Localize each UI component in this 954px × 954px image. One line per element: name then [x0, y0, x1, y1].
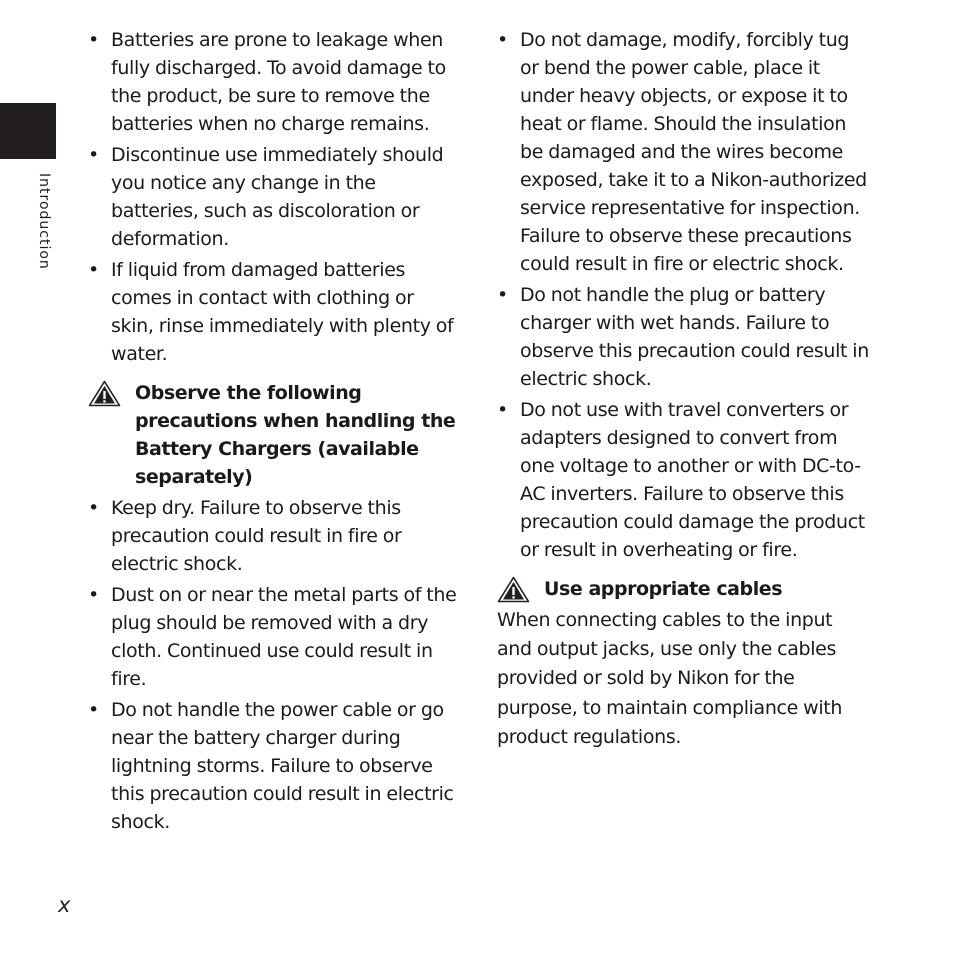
section-label: Introduction [36, 173, 52, 270]
list-item-text: Do not handle the plug or battery charger with wet hands. Failure to observe this precaution could result in electric shock. [520, 284, 869, 390]
bullet-icon: • [88, 497, 99, 519]
cables-warning-heading [497, 575, 871, 603]
charger-precautions-list [88, 494, 458, 836]
list-item-text: Keep dry. Failure to observe this precaution could result in fire or electric shock. [111, 497, 402, 575]
warning-heading-text: Use appropriate cables [544, 578, 783, 600]
bullet-icon: • [88, 584, 99, 606]
bullet-icon: • [497, 29, 508, 51]
section-tab-marker [0, 103, 56, 159]
battery-precautions-list [88, 26, 458, 368]
list-item [497, 26, 871, 278]
charger-warning-heading [88, 379, 458, 491]
list-item-text: Do not use with travel converters or adapters designed to convert from one voltage to another or with DC-to-AC inverters. Failure to observe this precaution could damage the product or result in overheating or fire. [520, 399, 865, 561]
warning-triangle-icon [497, 576, 530, 603]
list-item-text: Batteries are prone to leakage when fully discharged. To avoid damage to the product, be sure to remove the batteries when no charge remains. [111, 29, 446, 135]
cables-paragraph: When connecting cables to the input and output jacks, use only the cables provided or sold by Nikon for the purpose, to maintain compliance with product regulations. [497, 609, 843, 748]
bullet-icon: • [88, 699, 99, 721]
charger-precautions-list-continued [497, 26, 871, 564]
list-item-text: Discontinue use immediately should you notice any change in the batteries, such as discoloration or deformation. [111, 144, 444, 250]
list-item-text: Dust on or near the metal parts of the plug should be removed with a dry cloth. Continued use could result in fire. [111, 584, 457, 690]
list-item [88, 141, 458, 253]
list-item-text: Do not damage, modify, forcibly tug or bend the power cable, place it under heavy objects, or expose it to heat or flame. Should the insulation be damaged and the wires become exposed, take it to a Nikon-authorized service representative for inspection. Failure to observe these precautions could result in fire or electric shock. [520, 29, 867, 275]
bullet-icon: • [497, 399, 508, 421]
warning-heading-text: Observe the following precautions when handling the Battery Chargers (available separately) [135, 382, 456, 488]
list-item [88, 581, 458, 693]
bullet-icon: • [88, 144, 99, 166]
list-item-text: If liquid from damaged batteries comes in contact with clothing or skin, rinse immediately with plenty of water. [111, 259, 454, 365]
warning-triangle-icon [88, 380, 121, 407]
list-item [88, 696, 458, 836]
page-number: x [58, 893, 71, 917]
bullet-icon: • [497, 284, 508, 306]
list-item [497, 396, 871, 564]
bullet-icon: • [88, 29, 99, 51]
list-item-text: Do not handle the power cable or go near the battery charger during lightning storms. Failure to observe this precaution could result in electric shock. [111, 699, 454, 833]
list-item [497, 281, 871, 393]
left-column [88, 26, 458, 839]
list-item [88, 494, 458, 578]
right-column [497, 26, 871, 752]
list-item [88, 26, 458, 138]
bullet-icon: • [88, 259, 99, 281]
list-item [88, 256, 458, 368]
